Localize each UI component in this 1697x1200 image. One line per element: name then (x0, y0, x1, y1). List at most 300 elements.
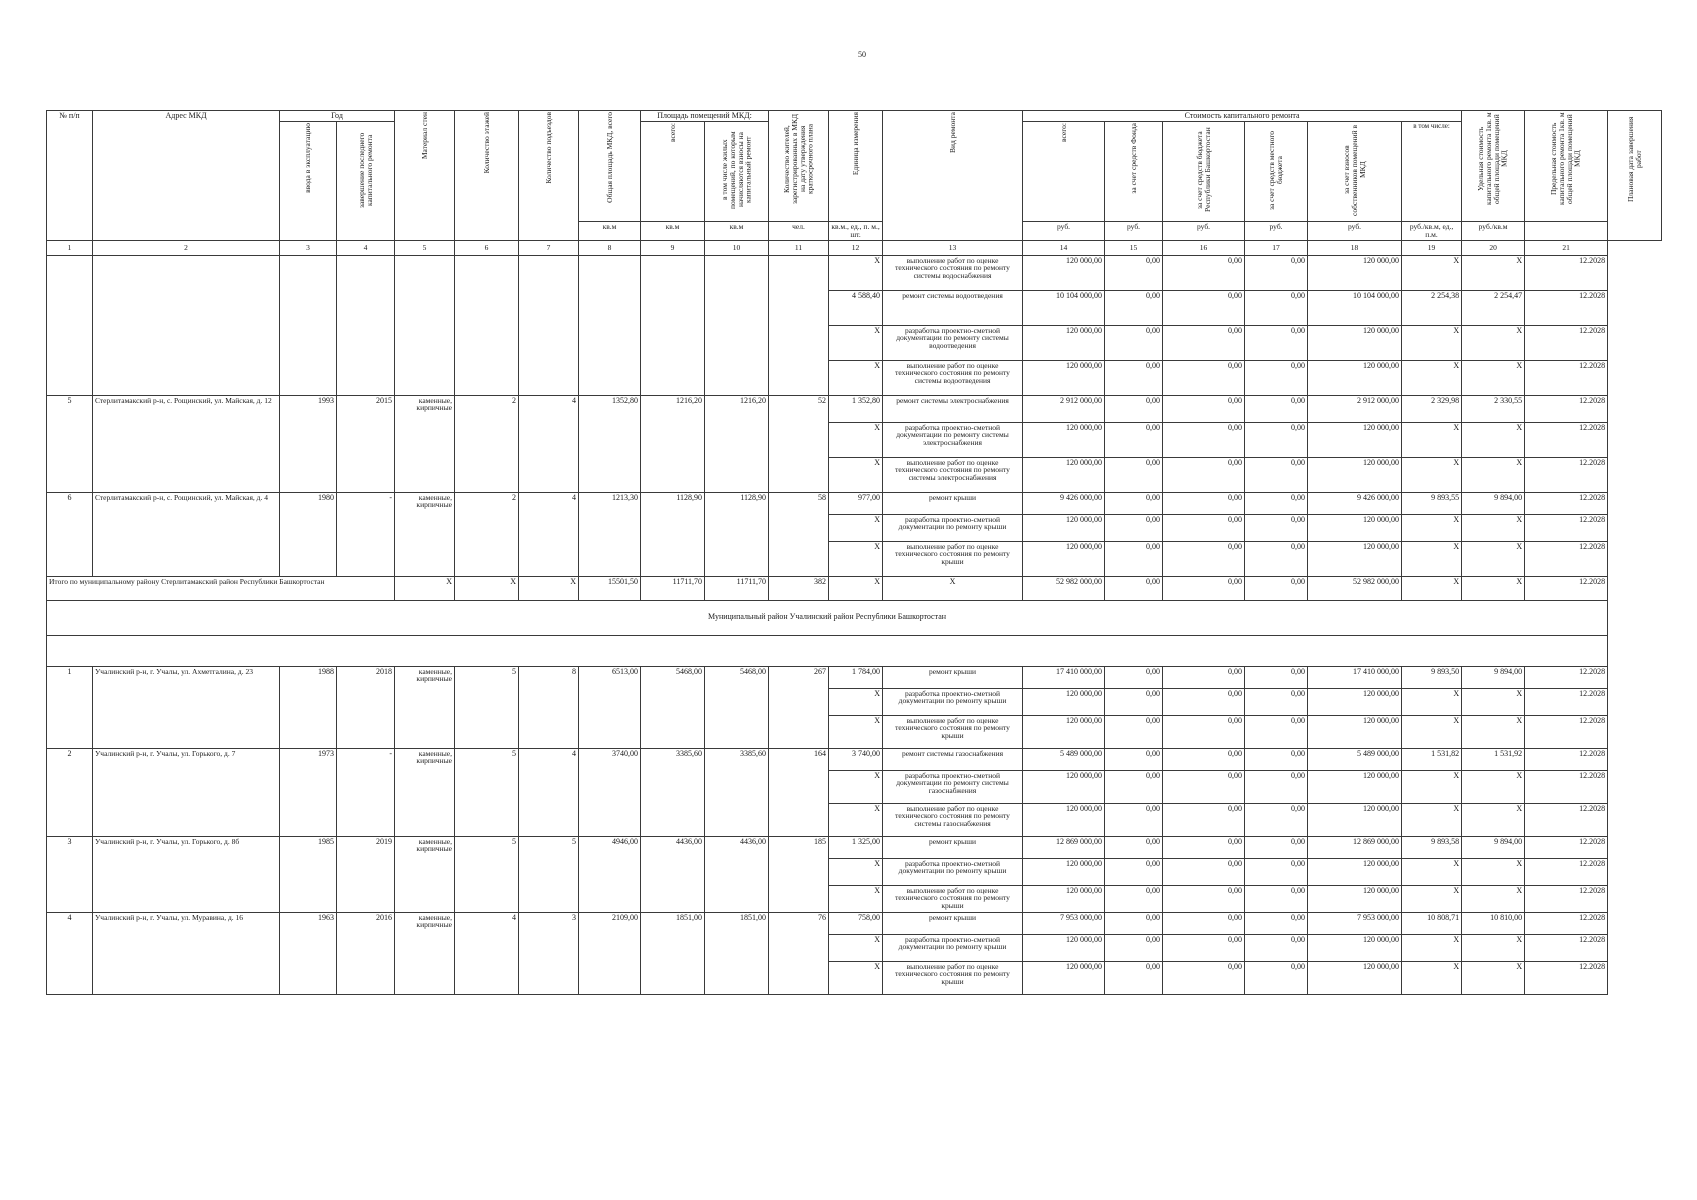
cost-republic-cell: 0,00 (1163, 360, 1245, 395)
cost-total-cell: 17 410 000,00 (1023, 666, 1105, 688)
total-area-owners-cell: 11711,70 (705, 576, 769, 600)
year-commission-cell: 1988 (280, 666, 337, 748)
col-num: 1 (47, 240, 93, 255)
cost-total-cell: 120 000,00 (1023, 255, 1105, 290)
cost-fund-cell: 0,00 (1105, 934, 1163, 961)
cost-republic-cell: 0,00 (1163, 457, 1245, 492)
floors-cell: 5 (455, 666, 519, 748)
unit-cost-cell: X (1402, 514, 1462, 541)
address-cell: Учалинский р-н, г. Учалы, ул. Муравина, д. 16 (93, 912, 280, 994)
deadline-cell: 12.2028 (1525, 395, 1608, 422)
col-num: 18 (1308, 240, 1402, 255)
cost-republic-cell: 0,00 (1163, 858, 1245, 885)
cost-fund-cell: 0,00 (1105, 688, 1163, 715)
total-cost-cell: 52 982 000,00 (1023, 576, 1105, 600)
cost-owners-cell: 2 912 000,00 (1308, 395, 1402, 422)
header-max-cost: Предельная стоимость капитального ремонта 1кв. м общей площади помещений МКД (1525, 111, 1608, 222)
deadline-cell: 12.2028 (1525, 360, 1608, 395)
unit-cost-cell: X (1402, 688, 1462, 715)
volume-cell: 1 352,80 (829, 395, 883, 422)
work-type-cell: разработка проектно-сметной документации по ремонту крыши (883, 514, 1023, 541)
cost-total-cell: 120 000,00 (1023, 360, 1105, 395)
col-num: 19 (1402, 240, 1462, 255)
spacer-row (47, 635, 1662, 666)
header-area-all: всего: (641, 122, 705, 221)
unit-cell: X (829, 255, 883, 290)
residents-cell: 58 (769, 492, 829, 576)
year-repair-cell: - (337, 492, 395, 576)
year-repair-cell: 2019 (337, 836, 395, 912)
cost-fund-cell: 0,00 (1105, 541, 1163, 576)
cost-republic-cell: 0,00 (1163, 803, 1245, 836)
cost-republic-cell: 0,00 (1163, 770, 1245, 803)
deadline-cell: 12.2028 (1525, 492, 1608, 514)
cost-owners-cell: 120 000,00 (1308, 541, 1402, 576)
header-year-last-repair: завершение последнего капитального ремонта (337, 122, 395, 240)
cost-total-cell: 5 489 000,00 (1023, 748, 1105, 770)
work-type-cell: ремонт крыши (883, 836, 1023, 858)
header-unit: Единица измерения (829, 111, 883, 222)
cost-republic-cell: 0,00 (1163, 748, 1245, 770)
address-cell: Учалинский р-н, г. Учалы, ул. Горького, д. 8б (93, 836, 280, 912)
cost-owners-cell: 10 104 000,00 (1308, 290, 1402, 325)
work-type-cell: разработка проектно-сметной документации по ремонту системы газоснабжения (883, 770, 1023, 803)
cost-owners-cell: 120 000,00 (1308, 688, 1402, 715)
area-all-cell: 5468,00 (641, 666, 705, 748)
cost-owners-cell: 120 000,00 (1308, 457, 1402, 492)
col-num: 12 (829, 240, 883, 255)
unit-cell: X (829, 961, 883, 994)
cost-total-cell: 12 869 000,00 (1023, 836, 1105, 858)
entrances-cell: 4 (519, 492, 579, 576)
unit-cost-cell: X (1402, 255, 1462, 290)
table-row (47, 255, 1662, 290)
floors-cell: 2 (455, 492, 519, 576)
cost-republic-cell: 0,00 (1163, 912, 1245, 934)
total-residents-cell: 382 (769, 576, 829, 600)
col-num: 8 (579, 240, 641, 255)
total-unit-cell: X (829, 576, 883, 600)
header-cost-republic: за счет средств бюджета Республики Башкортостан (1163, 122, 1245, 221)
work-type-cell: разработка проектно-сметной документации по ремонту системы водоотведения (883, 325, 1023, 360)
cost-owners-cell: 120 000,00 (1308, 961, 1402, 994)
total-material-cell: X (395, 576, 455, 600)
max-cost-cell: 9 894,00 (1462, 492, 1525, 514)
entrances-cell: 8 (519, 666, 579, 748)
address-cell: Учалинский р-н, г. Учалы, ул. Ахметгалина, д. 23 (93, 666, 280, 748)
deadline-cell: 12.2028 (1525, 912, 1608, 934)
max-cost-cell: 2 330,55 (1462, 395, 1525, 422)
cost-owners-cell: 7 953 000,00 (1308, 912, 1402, 934)
volume-cell: 1 325,00 (829, 836, 883, 858)
header-deadline: Плановая дата завершения работ (1608, 111, 1662, 241)
work-type-cell: выполнение работ по оценке технического состояния по ремонту системы водоотведения (883, 360, 1023, 395)
max-cost-cell: X (1462, 934, 1525, 961)
total-area-cell: 1352,80 (579, 395, 641, 492)
material-cell: каменные, кирпичные (395, 912, 455, 994)
cost-owners-cell: 120 000,00 (1308, 255, 1402, 290)
max-cost-cell: 9 894,00 (1462, 836, 1525, 858)
unit-cost-cell: X (1402, 541, 1462, 576)
header-cost-local: за счет средств местного бюджета (1245, 122, 1308, 221)
entrances-cell: 4 (519, 395, 579, 492)
address-cell: Стерлитамакский р-н, с. Рощинский, ул. Майская, д. 12 (93, 395, 280, 492)
residents-cell: 52 (769, 395, 829, 492)
total-deadline-cell: 12.2028 (1525, 576, 1608, 600)
address-cell: Учалинский р-н, г. Учалы, ул. Горького, д. 7 (93, 748, 280, 836)
unit-rub-total: руб. (1023, 221, 1105, 240)
cost-total-cell: 120 000,00 (1023, 858, 1105, 885)
year-commission-cell: 1963 (280, 912, 337, 994)
cost-total-cell: 2 912 000,00 (1023, 395, 1105, 422)
cost-local-cell: 0,00 (1245, 803, 1308, 836)
col-num: 4 (337, 240, 395, 255)
unit-measure: кв.м., ед., п. м., шт. (829, 221, 883, 240)
cost-local-cell: 0,00 (1245, 395, 1308, 422)
max-cost-cell: X (1462, 770, 1525, 803)
max-cost-cell: X (1462, 961, 1525, 994)
cost-total-cell: 10 104 000,00 (1023, 290, 1105, 325)
residents-cell: 267 (769, 666, 829, 748)
residents-cell: 76 (769, 912, 829, 994)
deadline-cell: 12.2028 (1525, 858, 1608, 885)
area-owners-cell: 1851,00 (705, 912, 769, 994)
unit-rub-owners: руб. (1308, 221, 1402, 240)
cost-owners-cell: 120 000,00 (1308, 360, 1402, 395)
residents-cell: 164 (769, 748, 829, 836)
total-republic-cell: 0,00 (1163, 576, 1245, 600)
cost-local-cell: 0,00 (1245, 961, 1308, 994)
table-row (47, 492, 1662, 514)
cost-fund-cell: 0,00 (1105, 885, 1163, 912)
deadline-cell: 12.2028 (1525, 885, 1608, 912)
cost-fund-cell: 0,00 (1105, 457, 1163, 492)
cost-owners-cell: 5 489 000,00 (1308, 748, 1402, 770)
unit-cell: X (829, 934, 883, 961)
deadline-cell: 12.2028 (1525, 748, 1608, 770)
cost-local-cell: 0,00 (1245, 934, 1308, 961)
table-header (47, 111, 1662, 241)
col-num: 7 (519, 240, 579, 255)
header-residents: Количество жителей, зарегистрированных в МКД на дату утверждения краткосрочного плана (769, 111, 829, 222)
header-num: № п/п (47, 111, 93, 241)
header-including: в том числе: (1402, 122, 1462, 221)
work-type-cell: ремонт крыши (883, 912, 1023, 934)
deadline-cell: 12.2028 (1525, 688, 1608, 715)
unit-cost-cell: 2 329,98 (1402, 395, 1462, 422)
work-type-cell: ремонт системы водоотведения (883, 290, 1023, 325)
year-repair-cell: - (337, 748, 395, 836)
deadline-cell: 12.2028 (1525, 770, 1608, 803)
year-commission-cell: 1973 (280, 748, 337, 836)
total-max-cost-cell: X (1462, 576, 1525, 600)
unit-cost-cell: X (1402, 803, 1462, 836)
header-wall-material: Материал стен (395, 111, 455, 241)
area-all-cell: 3385,60 (641, 748, 705, 836)
cost-fund-cell: 0,00 (1105, 325, 1163, 360)
work-type-cell: выполнение работ по оценке технического состояния по ремонту системы газоснабжения (883, 803, 1023, 836)
capital-repair-table (46, 110, 1662, 995)
header-area-group: Площадь помещений МКД: (641, 111, 769, 122)
total-label: Итого по муниципальному району Стерлитамакский район Республики Башкортостан (47, 576, 395, 600)
cost-total-cell: 120 000,00 (1023, 541, 1105, 576)
cost-local-cell: 0,00 (1245, 836, 1308, 858)
cost-republic-cell: 0,00 (1163, 395, 1245, 422)
cost-owners-cell: 120 000,00 (1308, 514, 1402, 541)
section-header-row (47, 600, 1662, 635)
work-type-cell: выполнение работ по оценке технического состояния по ремонту крыши (883, 885, 1023, 912)
year-repair-cell: 2016 (337, 912, 395, 994)
max-cost-cell: X (1462, 541, 1525, 576)
col-num: 14 (1023, 240, 1105, 255)
cost-owners-cell: 120 000,00 (1308, 885, 1402, 912)
cost-owners-cell: 12 869 000,00 (1308, 836, 1402, 858)
cost-fund-cell: 0,00 (1105, 422, 1163, 457)
cost-total-cell: 120 000,00 (1023, 803, 1105, 836)
unit-cost-cell: X (1402, 858, 1462, 885)
table-row (47, 395, 1662, 422)
column-number-row (47, 240, 1662, 255)
deadline-cell: 12.2028 (1525, 255, 1608, 290)
work-type-cell: разработка проектно-сметной документации по ремонту крыши (883, 858, 1023, 885)
unit-cost-cell: X (1402, 961, 1462, 994)
header-cost-group: Стоимость капитального ремонта (1023, 111, 1462, 122)
header-year-commission: ввода в эксплуатацию (280, 122, 337, 240)
cost-fund-cell: 0,00 (1105, 666, 1163, 688)
volume-cell: 3 740,00 (829, 748, 883, 770)
work-type-cell: выполнение работ по оценке технического состояния по ремонту крыши (883, 541, 1023, 576)
header-area-owners: в том числе жилых помещений, по которым начисляются взносы на капитальный ремонт (705, 122, 769, 221)
header-year-group: Год (280, 111, 395, 122)
cost-republic-cell: 0,00 (1163, 422, 1245, 457)
cost-owners-cell: 17 410 000,00 (1308, 666, 1402, 688)
total-row (47, 576, 1662, 600)
deadline-cell: 12.2028 (1525, 666, 1608, 688)
cost-total-cell: 120 000,00 (1023, 934, 1105, 961)
cost-local-cell: 0,00 (1245, 688, 1308, 715)
cost-total-cell: 120 000,00 (1023, 422, 1105, 457)
row-number: 6 (47, 492, 93, 576)
total-work-cell: X (883, 576, 1023, 600)
max-cost-cell: X (1462, 255, 1525, 290)
cost-fund-cell: 0,00 (1105, 715, 1163, 748)
max-cost-cell: X (1462, 457, 1525, 492)
cost-fund-cell: 0,00 (1105, 492, 1163, 514)
cost-republic-cell: 0,00 (1163, 934, 1245, 961)
unit-cell: X (829, 514, 883, 541)
max-cost-cell: X (1462, 360, 1525, 395)
cost-owners-cell: 120 000,00 (1308, 715, 1402, 748)
unit-cost-cell: X (1402, 885, 1462, 912)
cost-fund-cell: 0,00 (1105, 912, 1163, 934)
col-num: 6 (455, 240, 519, 255)
floors-cell: 4 (455, 912, 519, 994)
unit-cost-cell: 10 808,71 (1402, 912, 1462, 934)
cost-republic-cell: 0,00 (1163, 290, 1245, 325)
area-all-cell: 1216,20 (641, 395, 705, 492)
area-owners-cell: 1216,20 (705, 395, 769, 492)
header-cost-owners: за счет взносов собственников помещений в МКД (1308, 122, 1402, 221)
section-title: Муниципальный район Учалинский район Республики Башкортостан (47, 600, 1608, 635)
cost-republic-cell: 0,00 (1163, 885, 1245, 912)
cost-republic-cell: 0,00 (1163, 325, 1245, 360)
cost-republic-cell: 0,00 (1163, 666, 1245, 688)
max-cost-cell: X (1462, 514, 1525, 541)
total-area-all-cell: 11711,70 (641, 576, 705, 600)
table-row (47, 666, 1662, 688)
deadline-cell: 12.2028 (1525, 514, 1608, 541)
unit-cell: X (829, 715, 883, 748)
cost-local-cell: 0,00 (1245, 912, 1308, 934)
max-cost-cell: X (1462, 715, 1525, 748)
area-owners-cell: 4436,00 (705, 836, 769, 912)
unit-rub-per-1: руб./кв.м, ед., п.м. (1402, 221, 1462, 240)
table-row (47, 836, 1662, 858)
work-type-cell: выполнение работ по оценке технического состояния по ремонту системы водоснабжения (883, 255, 1023, 290)
cost-owners-cell: 120 000,00 (1308, 934, 1402, 961)
total-unit-cost-cell: X (1402, 576, 1462, 600)
cost-fund-cell: 0,00 (1105, 290, 1163, 325)
max-cost-cell: X (1462, 325, 1525, 360)
cost-fund-cell: 0,00 (1105, 395, 1163, 422)
cost-local-cell: 0,00 (1245, 492, 1308, 514)
col-num: 9 (641, 240, 705, 255)
address-cell: Стерлитамакский р-н, с. Рощинский, ул. Майская, д. 4 (93, 492, 280, 576)
area-all-cell: 1128,90 (641, 492, 705, 576)
cost-total-cell: 120 000,00 (1023, 688, 1105, 715)
total-area-cell: 4946,00 (579, 836, 641, 912)
volume-cell: 977,00 (829, 492, 883, 514)
cost-republic-cell: 0,00 (1163, 514, 1245, 541)
cost-fund-cell: 0,00 (1105, 803, 1163, 836)
unit-area-total: кв.м (579, 221, 641, 240)
cost-local-cell: 0,00 (1245, 666, 1308, 688)
area-owners-cell: 1128,90 (705, 492, 769, 576)
entrances-cell: 5 (519, 836, 579, 912)
unit-people: чел. (769, 221, 829, 240)
work-type-cell: выполнение работ по оценке технического состояния по ремонту крыши (883, 961, 1023, 994)
col-num: 20 (1462, 240, 1525, 255)
cost-total-cell: 7 953 000,00 (1023, 912, 1105, 934)
floors-cell: 5 (455, 836, 519, 912)
page-number: 50 (858, 50, 866, 59)
work-type-cell: разработка проектно-сметной документации по ремонту системы электроснабжения (883, 422, 1023, 457)
cost-fund-cell: 0,00 (1105, 255, 1163, 290)
work-type-cell: выполнение работ по оценке технического состояния по ремонту системы электроснабжения (883, 457, 1023, 492)
deadline-cell: 12.2028 (1525, 457, 1608, 492)
cost-owners-cell: 120 000,00 (1308, 325, 1402, 360)
unit-cost-cell: X (1402, 934, 1462, 961)
col-num: 13 (883, 240, 1023, 255)
unit-cost-cell: X (1402, 457, 1462, 492)
header-unit-cost: Удельная стоимость капитального ремонта 1кв. м общей площади помещений МКД (1462, 111, 1525, 222)
total-area-cell: 1213,30 (579, 492, 641, 576)
row-number: 3 (47, 836, 93, 912)
work-type-cell: ремонт крыши (883, 492, 1023, 514)
cost-republic-cell: 0,00 (1163, 492, 1245, 514)
col-num: 2 (93, 240, 280, 255)
year-repair-cell: 2015 (337, 395, 395, 492)
total-floors-cell: X (455, 576, 519, 600)
floors-cell: 5 (455, 748, 519, 836)
cost-republic-cell: 0,00 (1163, 715, 1245, 748)
cost-total-cell: 120 000,00 (1023, 514, 1105, 541)
cost-fund-cell: 0,00 (1105, 514, 1163, 541)
col-num: 3 (280, 240, 337, 255)
max-cost-cell: 9 894,00 (1462, 666, 1525, 688)
work-type-cell: ремонт системы газоснабжения (883, 748, 1023, 770)
cost-republic-cell: 0,00 (1163, 688, 1245, 715)
cost-total-cell: 120 000,00 (1023, 885, 1105, 912)
unit-cost-cell: 1 531,82 (1402, 748, 1462, 770)
col-num: 10 (705, 240, 769, 255)
cost-local-cell: 0,00 (1245, 325, 1308, 360)
header-work-type: Вид ремонта (883, 111, 1023, 241)
volume-cell: 758,00 (829, 912, 883, 934)
cost-local-cell: 0,00 (1245, 748, 1308, 770)
unit-cost-cell: X (1402, 360, 1462, 395)
unit-area-all: кв.м (641, 221, 705, 240)
unit-cell: X (829, 360, 883, 395)
deadline-cell: 12.2028 (1525, 422, 1608, 457)
deadline-cell: 12.2028 (1525, 715, 1608, 748)
unit-cell: X (829, 803, 883, 836)
cost-local-cell: 0,00 (1245, 360, 1308, 395)
volume-cell: 1 784,00 (829, 666, 883, 688)
deadline-cell: 12.2028 (1525, 541, 1608, 576)
year-repair-cell: 2018 (337, 666, 395, 748)
deadline-cell: 12.2028 (1525, 803, 1608, 836)
material-cell: каменные, кирпичные (395, 492, 455, 576)
unit-cell: X (829, 688, 883, 715)
unit-cell: X (829, 541, 883, 576)
header-entrances: Количество подъездов (519, 111, 579, 241)
entrances-cell: 3 (519, 912, 579, 994)
unit-cell: X (829, 885, 883, 912)
unit-cell: X (829, 422, 883, 457)
cost-total-cell: 120 000,00 (1023, 457, 1105, 492)
material-cell: каменные, кирпичные (395, 836, 455, 912)
unit-area-owners: кв.м (705, 221, 769, 240)
total-local-cell: 0,00 (1245, 576, 1308, 600)
total-owners-cell: 52 982 000,00 (1308, 576, 1402, 600)
row-number: 4 (47, 912, 93, 994)
table-body (47, 240, 1662, 994)
residents-cell: 185 (769, 836, 829, 912)
total-area-cell: 15501,50 (579, 576, 641, 600)
area-all-cell: 1851,00 (641, 912, 705, 994)
max-cost-cell: X (1462, 885, 1525, 912)
max-cost-cell: 10 810,00 (1462, 912, 1525, 934)
total-area-cell: 3740,00 (579, 748, 641, 836)
cost-republic-cell: 0,00 (1163, 961, 1245, 994)
work-type-cell: выполнение работ по оценке технического состояния по ремонту крыши (883, 715, 1023, 748)
table-row (47, 748, 1662, 770)
cost-local-cell: 0,00 (1245, 715, 1308, 748)
cost-fund-cell: 0,00 (1105, 961, 1163, 994)
col-num: 15 (1105, 240, 1163, 255)
cost-total-cell: 120 000,00 (1023, 325, 1105, 360)
cost-local-cell: 0,00 (1245, 541, 1308, 576)
unit-cost-cell: 9 893,55 (1402, 492, 1462, 514)
area-owners-cell: 5468,00 (705, 666, 769, 748)
cost-local-cell: 0,00 (1245, 770, 1308, 803)
unit-cost-cell: X (1402, 325, 1462, 360)
total-fund-cell: 0,00 (1105, 576, 1163, 600)
cost-local-cell: 0,00 (1245, 422, 1308, 457)
material-cell: каменные, кирпичные (395, 395, 455, 492)
cost-local-cell: 0,00 (1245, 255, 1308, 290)
